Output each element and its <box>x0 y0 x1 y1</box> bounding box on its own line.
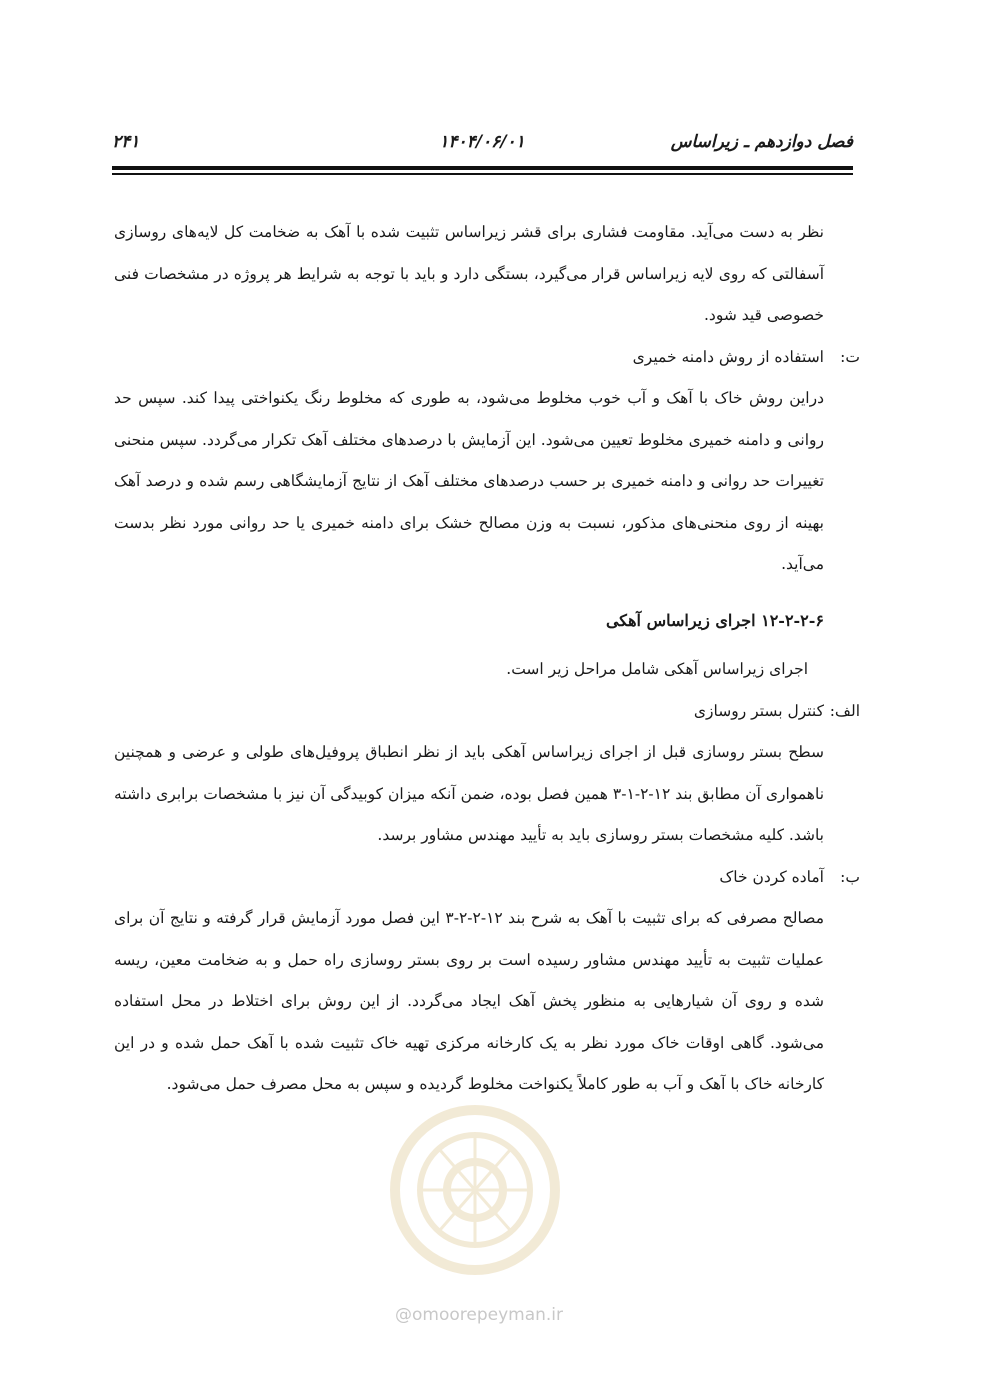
header-date: ۱۴۰۴/۰۶/۰۱ <box>439 132 525 152</box>
header-rule-thick <box>112 166 853 170</box>
watermark-text: @omoorepeyman.ir <box>395 1305 564 1325</box>
item-t-title: استفاده از روش دامنه خمیری <box>632 347 824 366</box>
item-alef <box>114 691 860 733</box>
item-t <box>114 337 860 379</box>
chapter-title: فصل دوازدهم ـ زیراساس <box>670 132 853 152</box>
page-header <box>112 128 853 158</box>
item-alef-label: الف: <box>829 701 860 720</box>
item-be-title: آماده کردن خاک <box>719 867 824 886</box>
paragraph-compressive-strength: نظر به دست می‌آید. مقاومت فشاری برای قشر زیراساس تثبیت شده با آهک به ضخامت کل لایه‌های روسازی آسفالتی که روی لایه زیراساس قرار می‌گیرد، بستگی دارد و باید با توجه به شرایط هر پروژه در مشخصات فنی خصوصی قید شود. <box>114 223 824 324</box>
paragraph-plastic-range-method: دراین روش خاک با آهک و آب خوب مخلوط می‌شود، به طوری که مخلوط رنگ یکنواختی پیدا کند. سپس حد روانی و دامنه خمیری مخلوط تعیین می‌شود. این آزمایش با درصدهای مختلف آهک تکرار می‌گردد. سپس منحنی تغییرات حد روانی و دامنه خمیری بر حسب درصدهای مختلف آهک از نتایج آزمایشگاهی رسم شده و درصد آهک بهینه از روی منحنی‌های مذکور، نسبت به وزن مصالح خشک برای دامنه خمیری یا حد روانی مورد نظر بدست می‌آید. <box>114 389 824 573</box>
item-alef-title: کنترل بستر روسازی <box>693 701 824 720</box>
item-be-label: ب: <box>840 867 860 886</box>
watermark-logo <box>380 1080 570 1310</box>
page-number: ۲۴۱ <box>112 132 140 152</box>
item-t-label: ت: <box>840 347 860 366</box>
header-rule-thin <box>112 173 853 175</box>
item-be <box>114 857 860 899</box>
section-heading: ۱۲-۲-۲-۶ اجرای زیراساس آهکی <box>605 610 824 630</box>
page-body <box>114 212 860 1106</box>
paragraph-soil-preparation: مصالح مصرفی که برای تثبیت با آهک به شرح بند ۱۲-۲-۲-۳ این فصل مورد آزمایش قرار گرفته و نتایج آن برای عملیات تثبیت به تأیید مهندس مشاور رسیده است بر روی بستر روسازی راه حمل و به ضخامت معین، ریسه شده و روی آن شیارهایی به منظور پخش آهک ایجاد می‌گردد. از این روش برای اختلاط در محل استفاده می‌شود. گاهی اوقات خاک مورد نظر به یک کارخانه مرکزی تهیه خاک تثبیت شده با آهک حمل شده و در این کارخانه خاک با آهک و آب به طور کاملاً یکنواخت مخلوط گردیده و سپس به محل مصرف حمل می‌شود. <box>114 909 824 1093</box>
paragraph-subgrade-control: سطح بستر روسازی قبل از اجرای زیراساس آهکی باید از نظر انطباق پروفیل‌های طولی و عرضی و همچنین ناهمواری آن مطابق بند ۱۲-۲-۱-۳ همین فصل بوده، ضمن آنکه میزان کوبیدگی آن نیز با مشخصات برابری داشته باشد. کلیه مشخصات بستر روسازی باید به تأیید مهندس مشاور برسد. <box>114 743 825 844</box>
paragraph-execution-intro: اجرای زیراساس آهکی شامل مراحل زیر است. <box>506 660 808 678</box>
